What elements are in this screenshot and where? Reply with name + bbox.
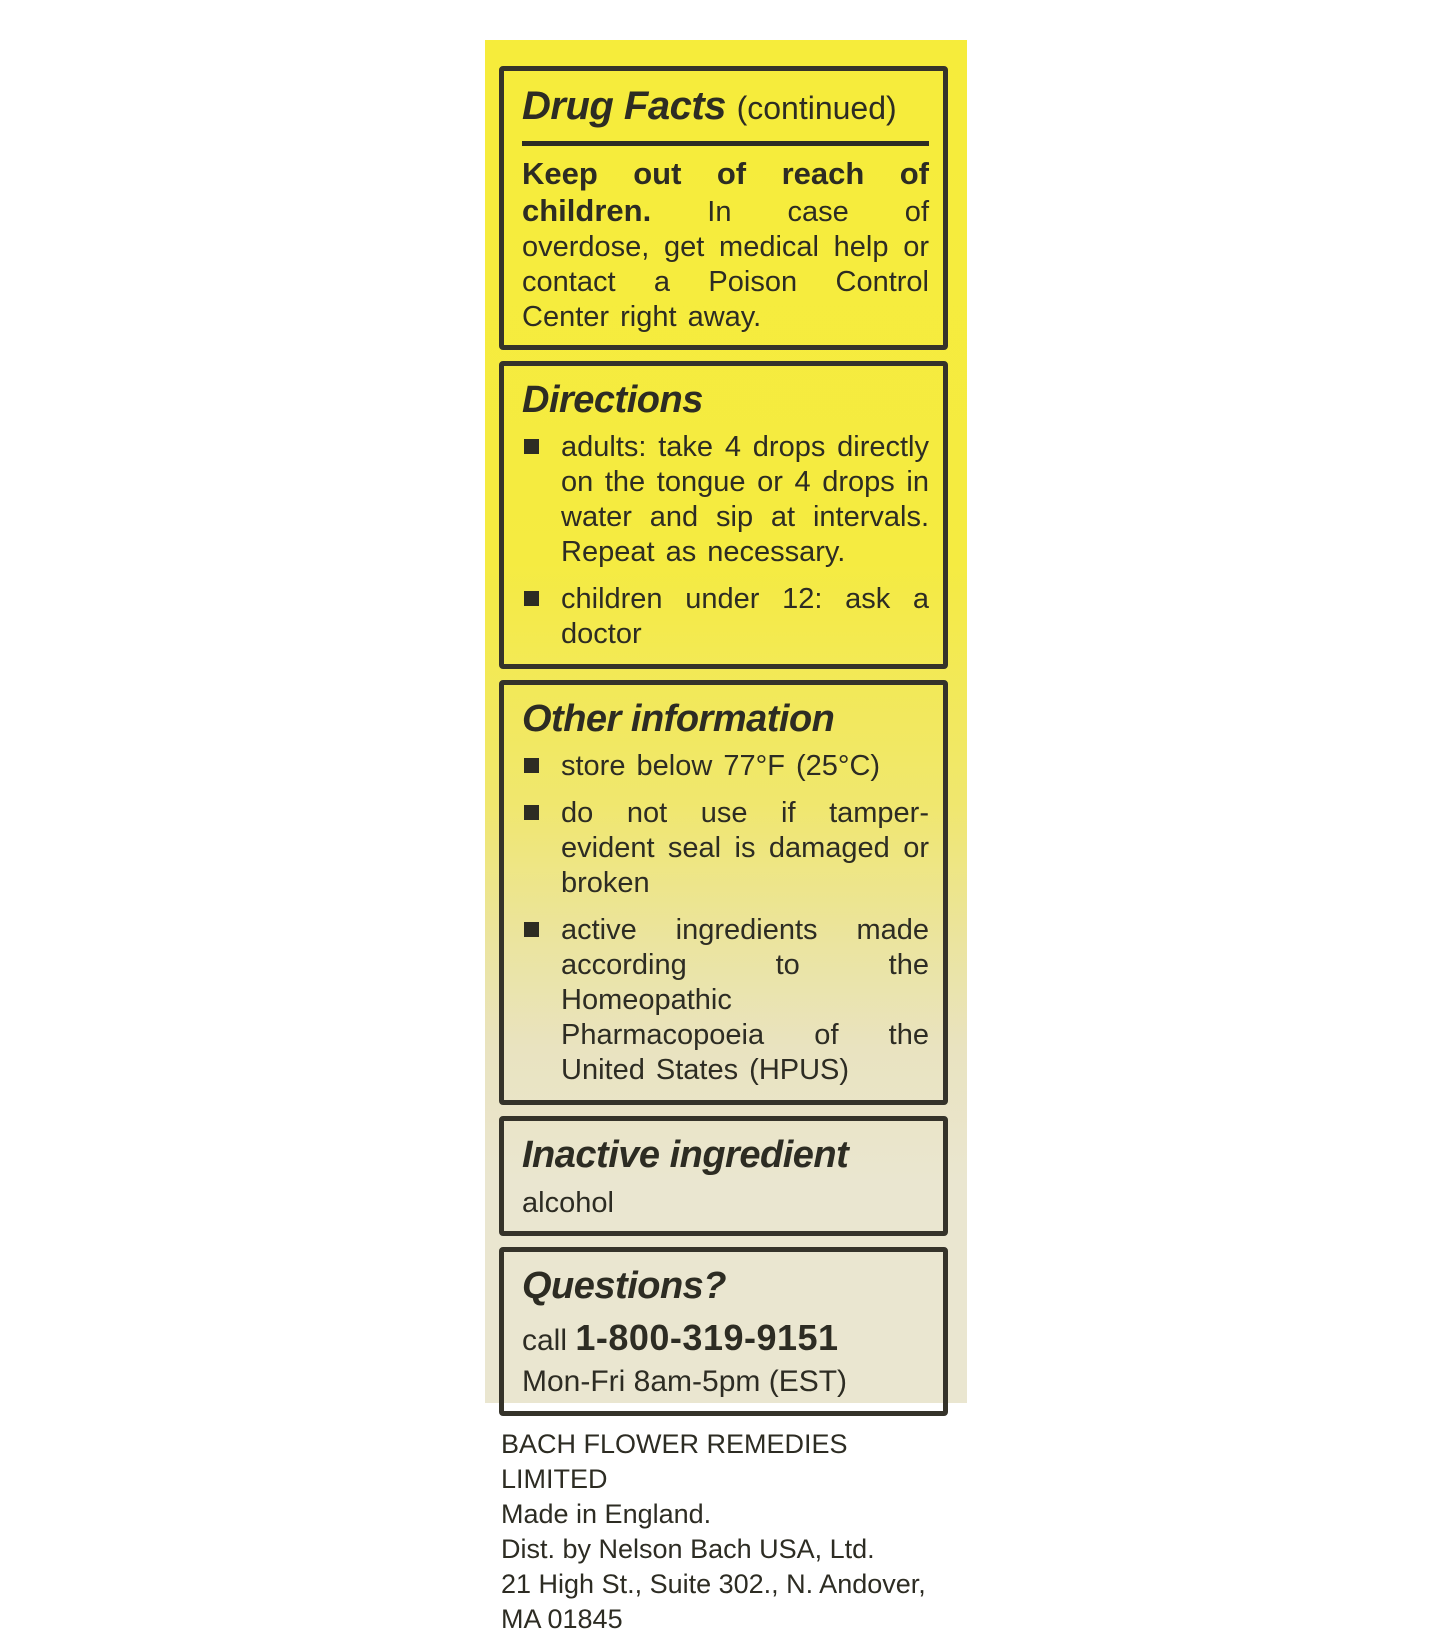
bullet-square-icon xyxy=(524,591,539,606)
keep-out-of-reach-warning xyxy=(522,156,929,335)
warning-body-text: In case of overdose, get medical help or contact a Poison Control Center right away. xyxy=(522,196,929,333)
title-divider xyxy=(522,141,929,146)
bullet-square-icon xyxy=(524,758,539,773)
phone-number: 1-800-319-9151 xyxy=(575,1317,839,1358)
bullet-square-icon xyxy=(524,805,539,820)
other-information-box xyxy=(499,680,948,1105)
list-item xyxy=(522,796,929,901)
drug-facts-title xyxy=(522,81,929,133)
list-item-text: children under 12: ask a doctor xyxy=(561,583,929,650)
list-item xyxy=(522,749,929,784)
directions-heading: Directions xyxy=(522,379,703,421)
list-item-text: do not use if tamper-evident seal is damaged or broken xyxy=(561,797,929,899)
manufacturer-footer xyxy=(501,1427,948,1637)
drug-facts-label xyxy=(485,40,967,1634)
drug-facts-title-text: Drug Facts xyxy=(522,84,726,128)
questions-heading: Questions? xyxy=(522,1265,727,1307)
footer-line: BACH FLOWER REMEDIES LIMITED xyxy=(501,1429,848,1494)
directions-list xyxy=(522,430,929,652)
list-item xyxy=(522,913,929,1088)
list-item-text: store below 77°F (25°C) xyxy=(561,750,881,782)
footer-line: 21 High St., Suite 302., N. Andover, MA 01845 xyxy=(501,1569,926,1634)
footer-line: Dist. by Nelson Bach USA, Ltd. xyxy=(501,1534,875,1564)
inactive-ingredient-value: alcohol xyxy=(522,1187,614,1219)
questions-box xyxy=(499,1247,948,1416)
list-item xyxy=(522,430,929,570)
phone-line xyxy=(522,1316,929,1363)
list-item xyxy=(522,582,929,652)
footer-line: Made in England. xyxy=(501,1499,712,1529)
call-prefix-text: call xyxy=(522,1324,568,1357)
inactive-ingredient-box xyxy=(499,1116,948,1236)
bullet-square-icon xyxy=(524,922,539,937)
drug-facts-continued-text: (continued) xyxy=(736,90,897,126)
warning-bold-text: Keep out of reach of children. xyxy=(522,156,929,228)
bullet-square-icon xyxy=(524,439,539,454)
inactive-ingredient-heading: Inactive ingredient xyxy=(522,1134,849,1176)
directions-box xyxy=(499,361,948,669)
list-item-text: adults: take 4 drops directly on the tongue or 4 drops in water and sip at intervals. Repeat as necessary. xyxy=(561,431,929,568)
other-information-list xyxy=(522,749,929,1088)
drug-facts-header-box xyxy=(499,66,948,350)
hours-line: Mon-Fri 8am-5pm (EST) xyxy=(522,1365,848,1398)
other-information-heading: Other information xyxy=(522,698,835,740)
list-item-text: active ingredients made according to the Homeopathic Pharmacopoeia of the United States (HPUS) xyxy=(561,914,929,1086)
